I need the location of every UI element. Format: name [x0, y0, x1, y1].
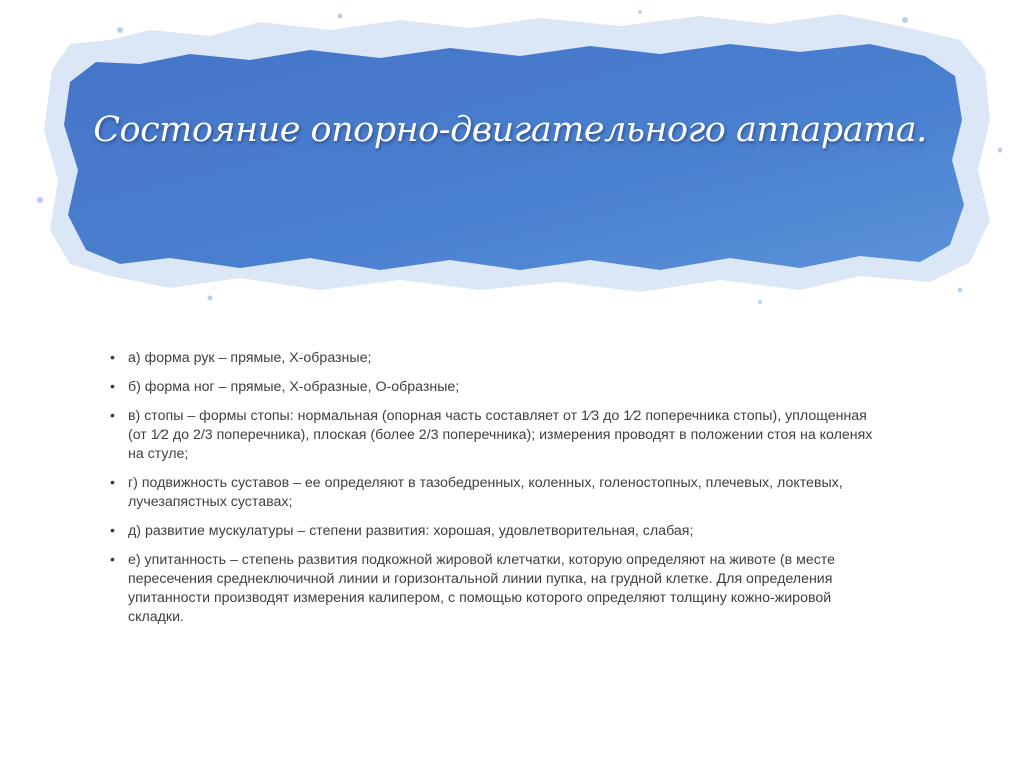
banner-stroke: [64, 44, 964, 270]
speckle: [37, 197, 43, 203]
speckle: [758, 300, 762, 304]
speckle: [117, 27, 123, 33]
bullet-marker: •: [110, 523, 115, 539]
bullet-item: [106, 349, 881, 368]
bullet-text: е) упитанность – степень развития подкожной жировой клетчатки, которую определяют на животе (в месте пересечения среднеключичной линии и горизонтальной линии пупка, на грудной клетке. Для определения упитанности производят измерения калипером, с помощью которого определяют толщину кожно-жировой складки.: [128, 552, 836, 625]
bullet-marker: •: [110, 552, 115, 568]
bullet-item: [106, 522, 881, 541]
slide-title: Состояние опорно-двигательного аппарата.: [93, 110, 927, 150]
bullet-marker: •: [110, 408, 115, 424]
title-banner: [0, 0, 1024, 330]
bullet-list: [106, 349, 881, 637]
bullet-item: [106, 551, 881, 627]
speckle: [958, 288, 963, 293]
speckle: [998, 148, 1003, 153]
bullet-text: б) форма ног – прямые, Х-образные, О-образные;: [128, 379, 460, 395]
bullet-marker: •: [110, 350, 115, 366]
bullet-text: г) подвижность суставов – ее определяют в тазобедренных, коленных, голеностопных, плечевых, локтевых, лучезапястных суставах;: [128, 475, 843, 510]
speckle: [338, 14, 343, 19]
bullet-marker: •: [110, 379, 115, 395]
bullet-item: [106, 407, 881, 464]
speckle: [638, 10, 642, 14]
bullet-marker: •: [110, 475, 115, 491]
bullet-item: [106, 474, 881, 512]
bullet-text: а) форма рук – прямые, Х-образные;: [128, 350, 372, 366]
bullet-item: [106, 378, 881, 397]
speckle: [208, 296, 213, 301]
bullet-text: д) развитие мускулатуры – степени развития: хорошая, удовлетворительная, слабая;: [128, 523, 694, 539]
speckle: [902, 17, 908, 23]
bullet-text: в) стопы – формы стопы: нормальная (опорная часть составляет от 1⁄3 до 1⁄2 поперечника стопы), уплощенная (от 1⁄2 до 2/3 поперечника), плоская (более 2/3 поперечника); измерения проводят в положении стоя на коленях на стуле;: [128, 408, 873, 462]
